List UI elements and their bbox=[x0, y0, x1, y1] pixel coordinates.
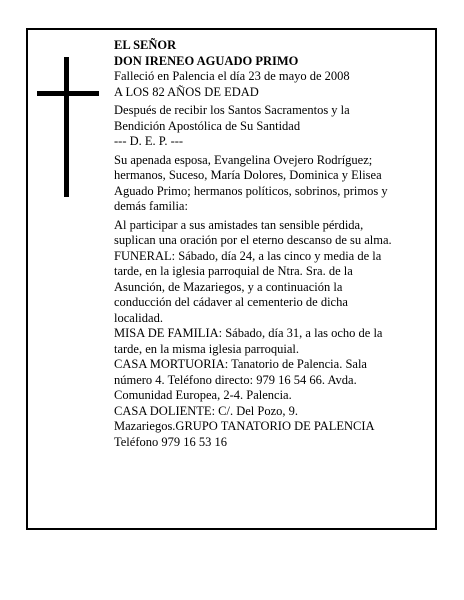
obituary-text bbox=[114, 38, 424, 450]
mourning-house-line: Mazariegos.GRUPO TANATORIO DE PALENCIA bbox=[114, 419, 375, 433]
mortuary-line: número 4. Teléfono directo: 979 16 54 66. Avda. bbox=[114, 372, 357, 387]
request-paragraph bbox=[114, 218, 424, 249]
mortuary-line: CASA MORTUORIA: Tanatorio de Palencia. Sala bbox=[114, 357, 367, 371]
mass-line: MISA DE FAMILIA: Sábado, día 31, a las ocho de la bbox=[114, 326, 383, 340]
request-line: Al participar a sus amistades tan sensible pérdida, bbox=[114, 217, 364, 232]
family-line: Su apenada esposa, Evangelina Ovejero Rodríguez; bbox=[114, 152, 373, 167]
request-line: suplican una oración por el eterno descanso de su alma. bbox=[114, 233, 392, 247]
family-line: hermanos, Suceso, María Dolores, Dominica y Elisea bbox=[114, 168, 382, 182]
sacraments-paragraph bbox=[114, 103, 424, 134]
funeral-line: tarde, en la iglesia parroquial de Ntra. Sra. de la bbox=[114, 264, 353, 278]
cross-icon bbox=[37, 57, 99, 197]
title-line-1: EL SEÑOR bbox=[114, 38, 177, 52]
rip-line: --- D. E. P. --- bbox=[114, 134, 184, 148]
funeral-line: conducción del cádaver al cementerio de dicha bbox=[114, 295, 348, 309]
family-paragraph bbox=[114, 153, 424, 215]
sacraments-line: Bendición Apostólica de Su Santidad bbox=[114, 118, 301, 133]
mourning-house-line: Teléfono 979 16 53 16 bbox=[114, 434, 227, 449]
cross-vertical-bar bbox=[64, 57, 69, 197]
cross-horizontal-bar bbox=[37, 91, 99, 96]
death-date-line: Falleció en Palencia el día 23 de mayo de 2008 bbox=[114, 69, 350, 83]
mourning-house-line: CASA DOLIENTE: C/. Del Pozo, 9. bbox=[114, 403, 299, 418]
mass-line: tarde, en la misma iglesia parroquial. bbox=[114, 341, 300, 356]
sacraments-line: Después de recibir los Santos Sacramentos y la bbox=[114, 103, 350, 117]
family-line: Aguado Primo; hermanos políticos, sobrinos, primos y bbox=[114, 183, 388, 198]
family-line: demás familia: bbox=[114, 199, 188, 213]
title-line-2: DON IRENEO AGUADO PRIMO bbox=[114, 53, 299, 68]
funeral-line: FUNERAL: Sábado, día 24, a las cinco y media de la bbox=[114, 248, 382, 263]
age-line: A LOS 82 AÑOS DE EDAD bbox=[114, 84, 259, 99]
mortuary-line: Comunidad Europea, 2-4. Palencia. bbox=[114, 388, 292, 402]
funeral-line: localidad. bbox=[114, 310, 163, 325]
funeral-line: Asunción, de Mazariegos, y a continuación la bbox=[114, 279, 343, 294]
